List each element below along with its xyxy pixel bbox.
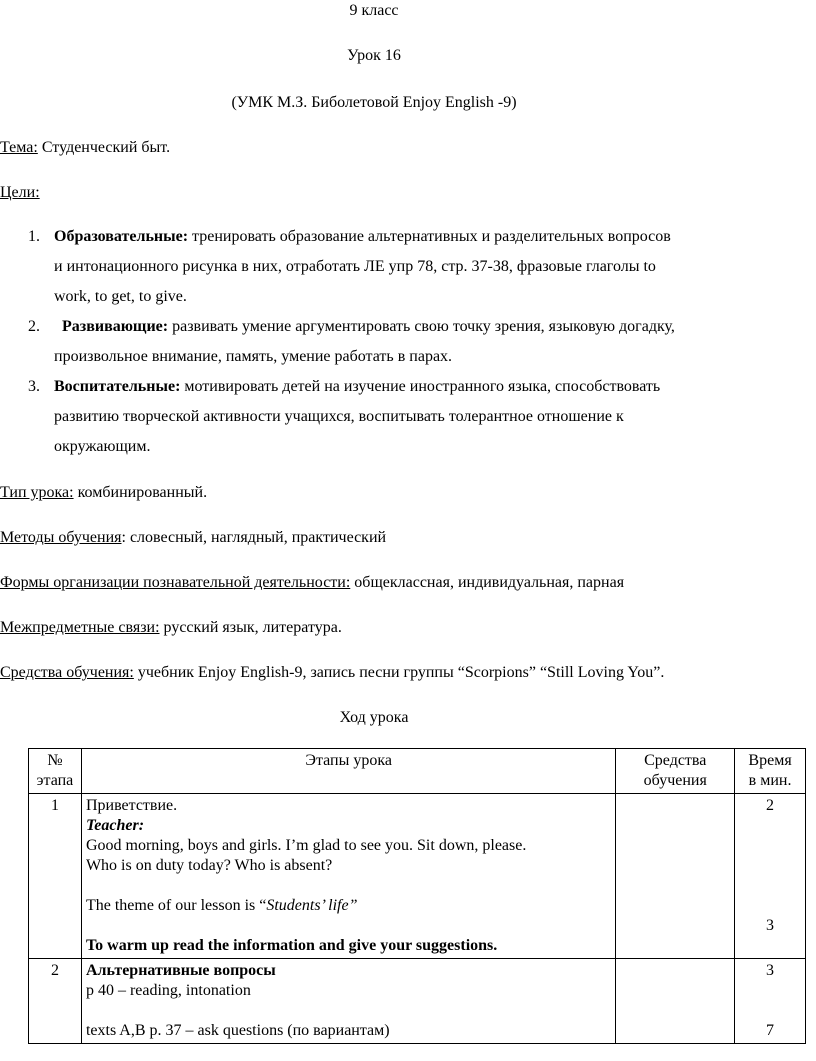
- goals-label: Цели:: [0, 184, 40, 201]
- spacer: [739, 981, 801, 1021]
- grade-title: 9 класс: [349, 2, 399, 19]
- header-means-line: Средства: [644, 752, 707, 769]
- means-value: учебник Enjoy English-9, запись песни группы “Scorpions” “Still Loving You”.: [133, 664, 665, 681]
- goal-item-educational: [54, 228, 671, 246]
- goal-number: 3.: [28, 378, 40, 395]
- topic-label: Тема:: [0, 139, 38, 156]
- row-time: [735, 794, 806, 959]
- spacer: [739, 816, 801, 916]
- means-label: Средства обучения:: [0, 664, 134, 681]
- goal-line: и интонационного рисунка в них, отработать ЛЕ упр 78, стр. 37-38, фразовые глаголы to: [54, 258, 656, 275]
- header-means-line: обучения: [643, 772, 707, 789]
- textbook-title: (УМК М.З. Биболетовой Enjoy English -9): [231, 94, 517, 111]
- row-num: 2: [29, 959, 82, 1044]
- row-means: [616, 959, 735, 1044]
- table-row: [29, 794, 806, 959]
- row-stage: [81, 959, 615, 1044]
- table-row: [29, 959, 806, 1044]
- lesson-title: Урок 16: [347, 47, 401, 64]
- header-stages: Этапы урока: [81, 749, 615, 794]
- goal-item-developing: [62, 318, 675, 336]
- spacer: [86, 876, 611, 896]
- goal-number: 1.: [28, 228, 40, 245]
- methods-label: Методы обучения: [0, 529, 122, 546]
- teacher-label: Teacher:: [85, 817, 145, 834]
- goal-line: развитию творческой активности учащихся, воспитывать толерантное отношение к: [54, 408, 624, 425]
- stage-line: texts A,B p. 37 – ask questions (по вариантам): [85, 1022, 390, 1039]
- lesson-type-label: Тип урока:: [0, 484, 74, 501]
- goal-line: work, to get, to give.: [54, 288, 187, 305]
- header-num-line: этапа: [36, 772, 74, 789]
- header-time-line: Время: [748, 752, 792, 769]
- time-value: 3: [766, 962, 775, 979]
- methods-value: : словесный, наглядный, практический: [121, 529, 387, 546]
- header-num-line: №: [47, 752, 63, 769]
- topic-value: Студенческий быт.: [37, 139, 171, 156]
- theme-line: [86, 896, 611, 916]
- lesson-table: [28, 748, 806, 1044]
- means-line: [0, 664, 664, 682]
- theme-prefix: The theme of our lesson is “: [85, 897, 267, 914]
- header-time: [735, 749, 806, 794]
- stage-title: Приветствие.: [85, 797, 178, 814]
- stage-title: Альтернативные вопросы: [85, 962, 276, 979]
- header-means: [616, 749, 735, 794]
- row-time: [735, 959, 806, 1044]
- table-header-row: [29, 749, 806, 794]
- row-means: [616, 794, 735, 959]
- theme-value: Students’ life”: [266, 897, 358, 914]
- goal-title: Развивающие:: [62, 318, 169, 335]
- goal-item-upbringing: [54, 378, 660, 396]
- goal-line: произвольное внимание, память, умение работать в парах.: [54, 348, 453, 365]
- stage-line: p 40 – reading, intonation: [85, 982, 251, 999]
- time-value: 3: [766, 917, 775, 934]
- forms-label: Формы организации познавательной деятельности:: [0, 574, 351, 591]
- goal-line: тренировать образование альтернативных и разделительных вопросов: [188, 228, 671, 245]
- lesson-type-line: [0, 484, 207, 502]
- forms-line: [0, 574, 624, 592]
- methods-line: [0, 529, 386, 547]
- goal-line: окружающим.: [54, 438, 151, 455]
- time-value: 2: [766, 797, 775, 814]
- row-num: 1: [29, 794, 82, 959]
- course-title: Ход урока: [339, 709, 409, 726]
- goal-title: Образовательные:: [54, 228, 189, 245]
- time-value: 7: [766, 1022, 775, 1039]
- goal-line: развивать умение аргументировать свою точку зрения, языковую догадку,: [168, 318, 675, 335]
- goal-line: мотивировать детей на изучение иностранного языка, способствовать: [180, 378, 661, 395]
- duty-line: Who is on duty today? Who is absent?: [85, 857, 333, 874]
- goal-number: 2.: [28, 318, 40, 335]
- warmup-line: To warm up read the information and give your suggestions.: [85, 937, 498, 954]
- header-time-line: в мин.: [748, 772, 792, 789]
- header-num: [29, 749, 82, 794]
- links-label: Межпредметные связи:: [0, 619, 160, 636]
- greeting-line: Good morning, boys and girls. I’m glad to see you. Sit down, please.: [85, 837, 527, 854]
- lesson-type-value: комбинированный.: [73, 484, 208, 501]
- spacer: [86, 916, 611, 936]
- goal-title: Воспитательные:: [54, 378, 181, 395]
- links-line: [0, 619, 342, 637]
- forms-value: общеклассная, индивидуальная, парная: [350, 574, 625, 591]
- links-value: русский язык, литература.: [159, 619, 342, 636]
- spacer: [86, 1001, 611, 1021]
- topic-line: [0, 139, 170, 157]
- row-stage: [81, 794, 615, 959]
